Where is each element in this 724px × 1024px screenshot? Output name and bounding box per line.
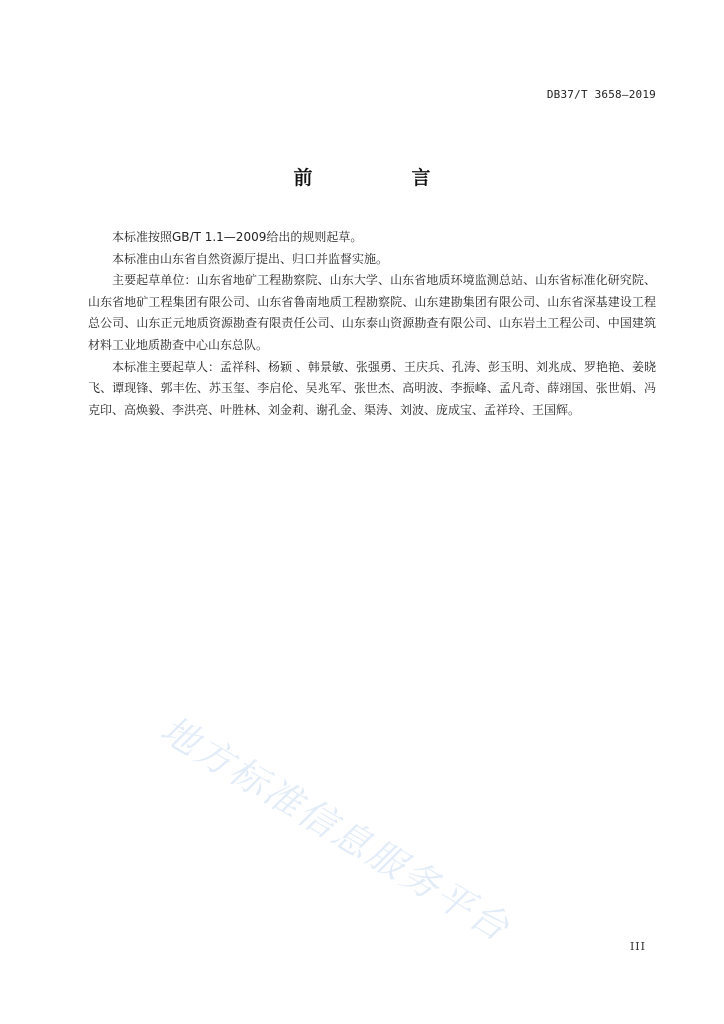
section-title: 前 言	[293, 167, 471, 189]
foreword-body	[88, 227, 656, 421]
document-code: DB37/T 3658—2019	[546, 88, 656, 101]
page-number: III	[629, 940, 646, 953]
paragraph-drafting-rules: 本标准按照GB/T 1.1—2009给出的规则起草。	[112, 230, 363, 244]
paragraph-proposer: 本标准由山东省自然资源厅提出、归口并监督实施。	[112, 251, 389, 266]
paragraph-drafters: 本标准主要起草人：孟祥科、杨颖 、韩景敏、张强勇、王庆兵、孔涛、彭玉明、刘兆成、罗艳艳、姜晓飞、谭现锋、郭丰佐、苏玉玺、李启伦、吴兆军、张世杰、高明波、李振峰、孟凡奇、薛翊国、张世娟、冯克印、高焕毅、李洪亮、叶胜林、刘金莉、谢孔金、渠涛、刘波、庞成宝、孟祥玲、王国辉。	[88, 359, 656, 417]
paragraph-drafting-units: 主要起草单位：山东省地矿工程勘察院、山东大学、山东省地质环境监测总站、山东省标准化研究院、山东省地矿工程集团有限公司、山东省鲁南地质工程勘察院、山东建勘集团有限公司、山东省深基建设工程总公司、山东正元地质资源勘查有限责任公司、山东泰山资源勘查有限公司、山东岩土工程公司、中国建筑材料工业地质勘查中心山东总队。	[88, 273, 656, 352]
watermark: 地方标准信息服务平台	[153, 707, 519, 951]
